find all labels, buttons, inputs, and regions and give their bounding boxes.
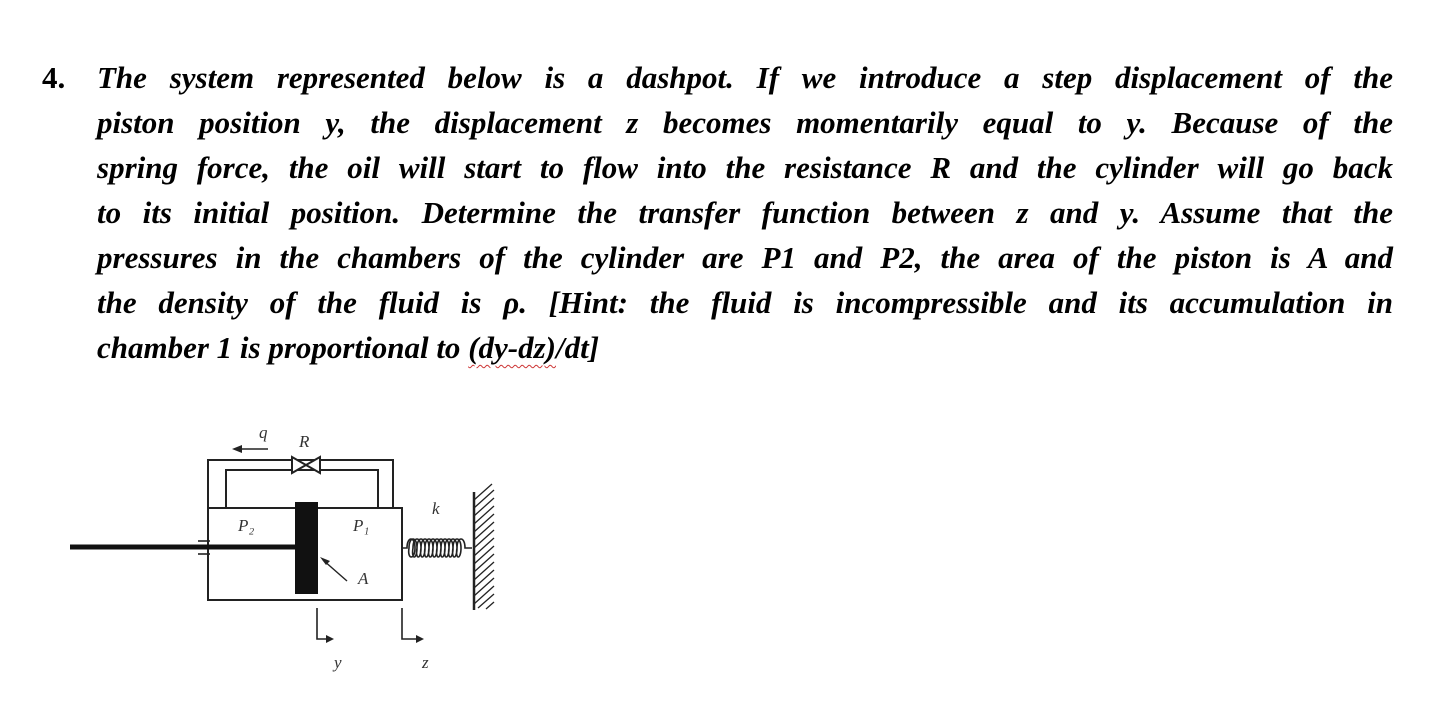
- question-line: spring force, the oil will start to flow into the resistance R and the cylinder will go back: [97, 150, 1393, 185]
- spring-label: k: [432, 499, 440, 518]
- y-displacement-arrow-icon: [317, 608, 334, 643]
- dashpot-diagram-svg: [60, 410, 510, 680]
- area-label: A: [358, 569, 369, 588]
- spellcheck-marked-text: (dy-dz): [468, 330, 556, 365]
- question-line-last: [97, 325, 1393, 370]
- resistance-label: R: [299, 432, 310, 451]
- z-displacement-arrow-icon: [402, 608, 424, 643]
- y-displacement-label: y: [334, 653, 342, 672]
- question-line: The system represented below is a dashpot. If we introduce a step displacement of the: [97, 60, 1393, 95]
- question-line: pressures in the chambers of the cylinder are P1 and P2, the area of the piston is A and: [97, 240, 1393, 275]
- z-displacement-label: z: [422, 653, 429, 672]
- question-line: the density of the fluid is ρ. [Hint: the fluid is incompressible and its accumulation in: [97, 285, 1393, 320]
- spring-icon: [402, 539, 472, 557]
- question-number: 4.: [42, 60, 66, 95]
- flow-arrow-icon: [232, 445, 268, 453]
- piston: [295, 502, 318, 594]
- pressure-p1-label: P₁: [353, 516, 370, 535]
- question-line-last-end: /dt]: [555, 330, 600, 365]
- fixed-wall-icon: [474, 484, 494, 610]
- pressure-p2-label: P₂: [238, 516, 255, 535]
- dashpot-diagram: [60, 410, 510, 685]
- question-line: to its initial position. Determine the transfer function between z and y. Assume that the: [97, 195, 1393, 230]
- question-line: piston position y, the displacement z becomes momentarily equal to y. Because of the: [97, 105, 1393, 140]
- question-text: [97, 55, 1393, 370]
- question-line-last-start: chamber 1 is proportional to: [97, 330, 469, 365]
- flow-label: q: [259, 423, 268, 442]
